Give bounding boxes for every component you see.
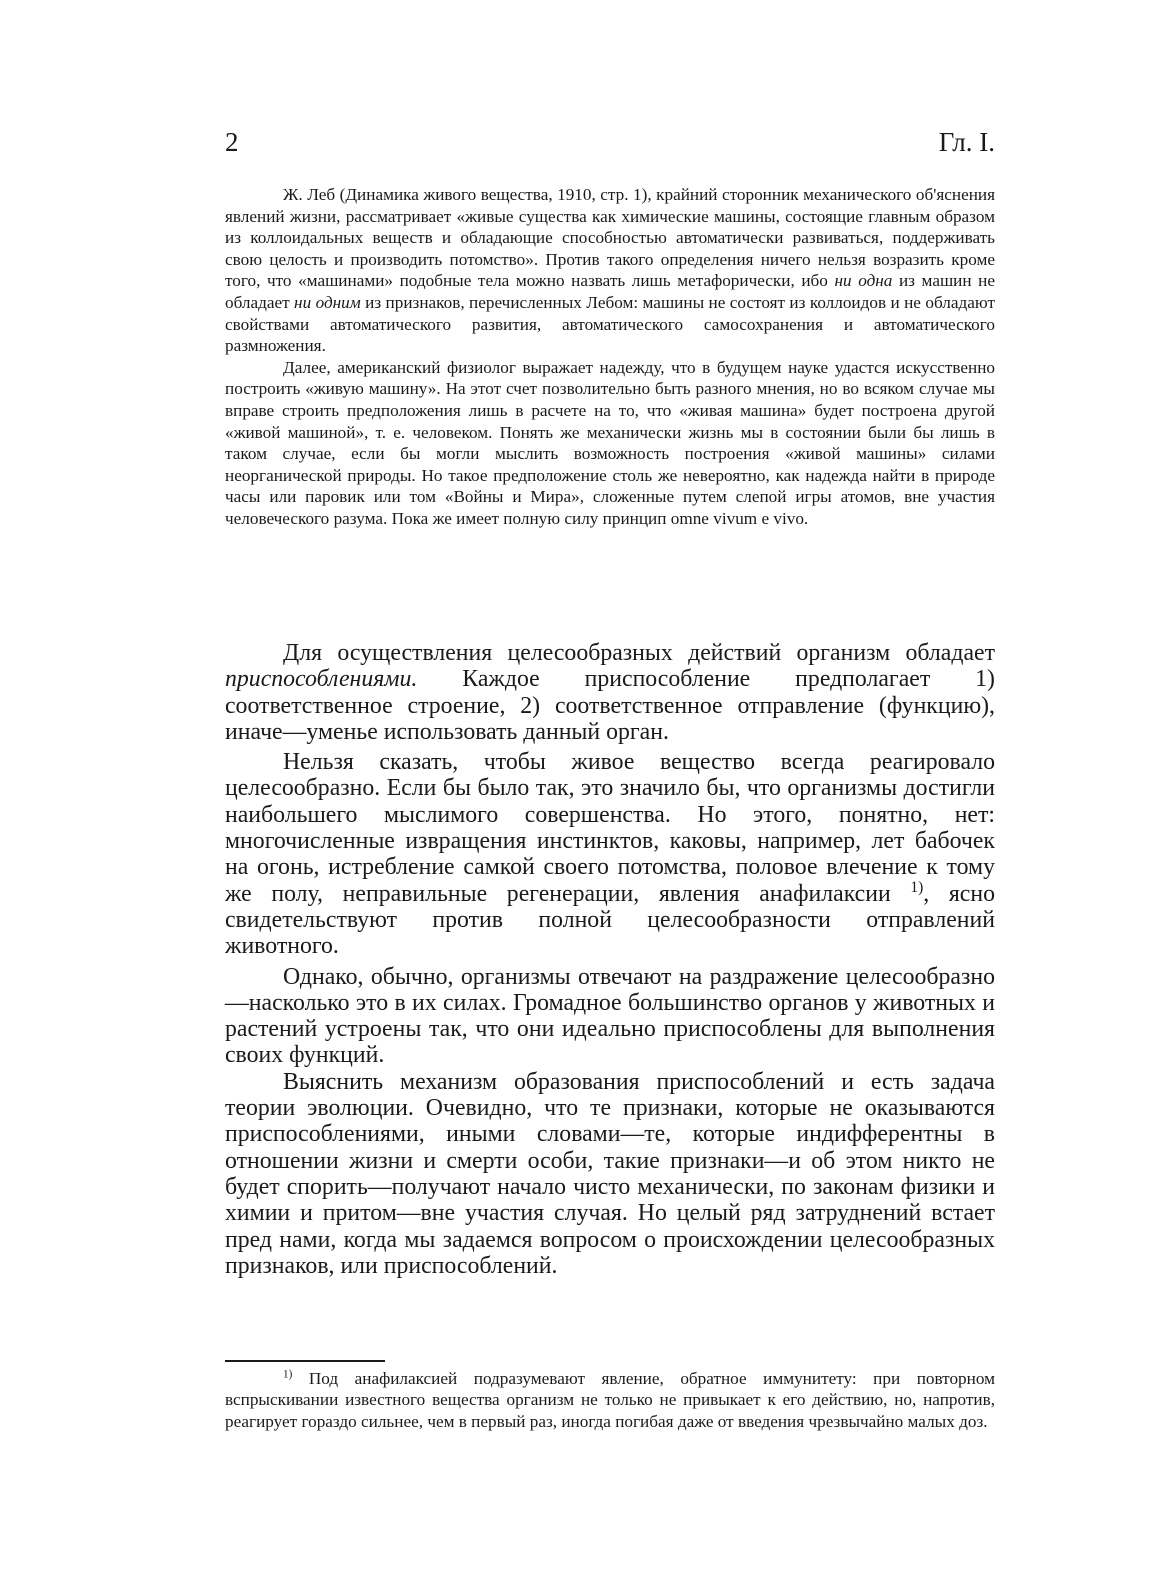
italic-emphasis: ни одним — [294, 292, 361, 312]
text-run: Нельзя сказать, чтобы живое вещество всегда реагировало целесообразно. Если бы было так, это значило бы, что организмы достигли наибольшего мыслимого совершенства. Но этого, понятно, нет: многочисленные извращения инстинктов, каковы, например, лет бабочек на огонь, истребление самкой своего потомства, половое влечение к тому же полу, неправильные регенерации, явления анафилаксии — [225, 749, 995, 907]
main-text-section — [225, 640, 995, 1279]
small-print-paragraph-living-machine: Далее, американский физиолог выражает надежду, что в будущем науке удастся искусственно построить «живую машину». На этот счет позволительно быть разного мнения, но во всяком случае мы вправе строить предположения лишь в расчете на то, что «живая машина» будет построена другой «живой машиной», т. е. человеком. Понять же механически жизнь мы в состоянии были бы лишь в таком случае, если бы могли мыслить возможность построения «живой машины» силами неорганической природы. Но такое предположение столь же невероятно, как надежда найти в природе часы или паровик или том «Войны и Мира», сложенные путем слепой игры атомов, вне участия человеческого разума. Пока же имеет полную силу принцип omne vivum e vivo. — [225, 357, 995, 528]
main-paragraph-evolution-theory: Выяснить механизм образования приспособлений и есть задача теории эволюции. Очевидно, что те признаки, которые не оказываются приспособлениями, иными словами—те, которые индифферентны в отношении жизни и смерти особи, такие признаки—и об этом никто не будет спорить—получают начало чисто механически, по законам физики и химии и притом—вне участия случая. Но целый ряд затруднений встает пред нами, когда мы задаемся вопросом о происхождении целесообразных признаков, или приспособлений. — [225, 1068, 995, 1279]
small-print-section — [225, 184, 995, 530]
text-run: Каждое приспособление предполагает 1) соответственное строение, 2) соответственное отправление (функцию), иначе—уменье использовать данный орган. — [225, 666, 995, 745]
small-print-paragraph-loeb — [225, 184, 995, 357]
text-run: из машин не обладает — [225, 271, 995, 312]
text-run: , ясно свидетельствуют против полной целесообразности отправлений животного. — [225, 880, 995, 960]
footnote-reference: 1) — [910, 878, 924, 896]
text-run: Под анафилаксией подразумевают явление, обратное иммунитету: при повторном вспрыскивании известного вещества организм не только не привыкает к его действию, но, напротив, реагирует гораздо сильнее, чем в первый раз, иногда погибая даже от введения чрезвычайно малых доз. — [225, 1369, 995, 1431]
italic-emphasis: ни одна — [834, 271, 893, 291]
main-paragraph-adaptations — [225, 640, 995, 745]
footnote-divider — [225, 1360, 385, 1362]
text-run: Для осуществления целесообразных действий организм обладает — [283, 640, 995, 666]
main-paragraph-non-purposeful — [225, 749, 995, 959]
main-paragraph-purposeful-response: Однако, обычно, организмы отвечают на раздражение целесообразно—насколько это в их силах. Громадное большинство органов у животных и растений устроены так, что они идеально приспособлены для выполнения своих функций. — [225, 963, 995, 1069]
footnote-text — [225, 1368, 995, 1432]
chapter-label: Гл. I. — [938, 127, 995, 157]
running-head — [225, 122, 995, 162]
footnote-marker: 1) — [283, 1368, 293, 1381]
page-number: 2 — [225, 127, 239, 157]
text-run: из признаков, перечисленных Лебом: машины не состоят из коллоидов и не обладают свойствами автоматического развития, автоматического самосохранения и автоматического размножения. — [225, 292, 995, 356]
text-run: Ж. Леб (Динамика живого вещества, 1910, стр. 1), крайний сторонник механического об'яснения явлений жизни, рассматривает «живые существа как химические машины, состоящие главным образом из коллоидальных веществ и обладающие способностью автоматически развиваться, поддерживать свою целость и производить потомство». Против такого определения ничего нельзя возразить кроме того, что «машинами» подобные тела можно назвать лишь метафорически, ибо — [225, 185, 995, 291]
italic-emphasis: приспособлениями. — [225, 666, 418, 693]
footnote — [225, 1368, 995, 1432]
